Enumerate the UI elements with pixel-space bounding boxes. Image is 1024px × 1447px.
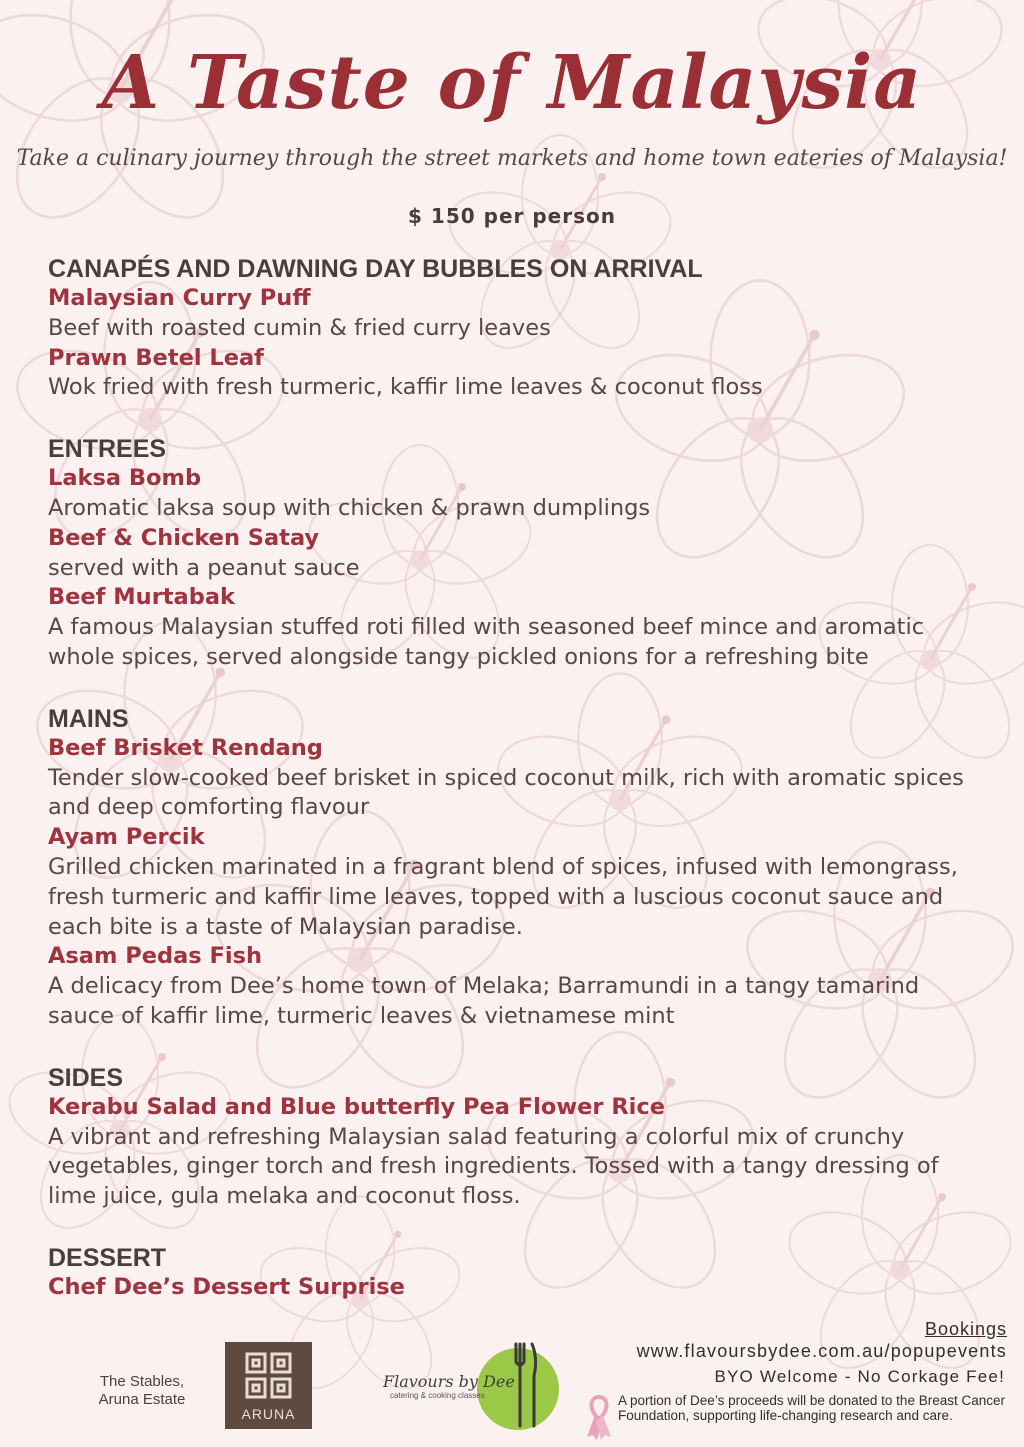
dish-name: Laksa Bomb [48, 465, 202, 492]
dish-name: Asam Pedas Fish [48, 943, 263, 970]
dish-name: Chef Dee’s Dessert Surprise [48, 1273, 405, 1300]
dish-description: A delicacy from Dee’s home town of Melaka; Barramundi in a tangy tamarind sauce of kaffir lime, turmeric leaves & vietnamese mint [48, 973, 920, 1029]
dish-description: Beef with roasted cumin & fried curry leaves [48, 314, 551, 341]
menu-section-canapes [48, 254, 978, 403]
dish-description: A famous Malaysian stuffed roti filled with seasoned beef mince and aromatic whole spices, served alongside tangy pickled onions for a refreshing bite [48, 614, 925, 670]
aruna-logo-text: ARUNA [241, 1406, 296, 1422]
section-heading: ENTREES [48, 435, 167, 464]
aruna-logo [225, 1342, 312, 1429]
dish-name: Prawn Betel Leaf [48, 344, 264, 371]
flavours-by-dee-logo [380, 1340, 565, 1435]
menu [48, 254, 978, 1334]
dish-description: Wok fried with fresh turmeric, kaffir lime leaves & coconut floss [48, 374, 763, 401]
dish-name: Beef & Chicken Satay [48, 524, 320, 551]
dish-description: Aromatic laksa soup with chicken & prawn dumplings [48, 494, 651, 521]
dish-name: Beef Murtabak [48, 584, 235, 611]
section-heading: CANAPÉS AND DAWNING DAY BUBBLES ON ARRIVAL [48, 255, 703, 283]
dish-description: Grilled chicken marinated in a fragrant blend of spices, infused with lemongrass, fresh turmeric and kaffir lime leaves, topped with a luscious coconut sauce and each bite is a taste of Malaysian paradise. [48, 853, 958, 940]
page-title: A Taste of Malaysia [101, 40, 923, 126]
price: $ 150 per person [408, 204, 616, 228]
menu-section-mains [48, 704, 978, 1032]
venue-line: Aruna Estate [98, 1391, 186, 1408]
fork-knife-icon [510, 1340, 540, 1430]
flavours-logo-tagline: catering & cooking classes [390, 1391, 485, 1400]
section-heading: MAINS [48, 704, 129, 733]
menu-section-entrees [48, 434, 978, 673]
bookings-url-link[interactable]: www.flavoursbydee.com.au/popupevents [636, 1341, 1007, 1361]
dish-description: served with a peanut sauce [48, 554, 360, 581]
dish-description: Tender slow-cooked beef brisket in spiced coconut milk, rich with aromatic spices and deep comforting flavour [48, 764, 964, 821]
dish-name: Beef Brisket Rendang [48, 734, 323, 761]
donation-notice: A portion of Dee’s proceeds will be donated to the Breast Cancer Foundation, supporting life-changing research and care. [618, 1393, 1005, 1423]
flavours-logo-name: Flavours by Dee [383, 1372, 515, 1391]
byo-notice: BYO Welcome - No Corkage Fee! [714, 1367, 1005, 1386]
menu-section-dessert [48, 1243, 978, 1303]
venue-line: The Stables, [99, 1373, 185, 1390]
dish-name: Ayam Percik [48, 824, 205, 851]
aruna-logo-icon [225, 1348, 312, 1408]
section-heading: DESSERT [48, 1243, 167, 1272]
pink-ribbon-icon [585, 1393, 613, 1441]
dish-description: A vibrant and refreshing Malaysian salad featuring a colorful mix of crunchy vegetables, ginger torch and fresh ingredients. Tossed with a tangy dressing of lime juice, gula melaka and coconut floss. [48, 1123, 939, 1210]
dish-name: Malaysian Curry Puff [48, 285, 311, 311]
venue-address [82, 1373, 202, 1409]
dish-name: Kerabu Salad and Blue butterfly Pea Flower Rice [48, 1093, 665, 1120]
menu-section-sides [48, 1063, 978, 1212]
bookings-label: Bookings [924, 1319, 1007, 1339]
subtitle: Take a culinary journey through the street markets and home town eateries of Malaysia! [16, 146, 1008, 171]
section-heading: SIDES [48, 1063, 124, 1092]
